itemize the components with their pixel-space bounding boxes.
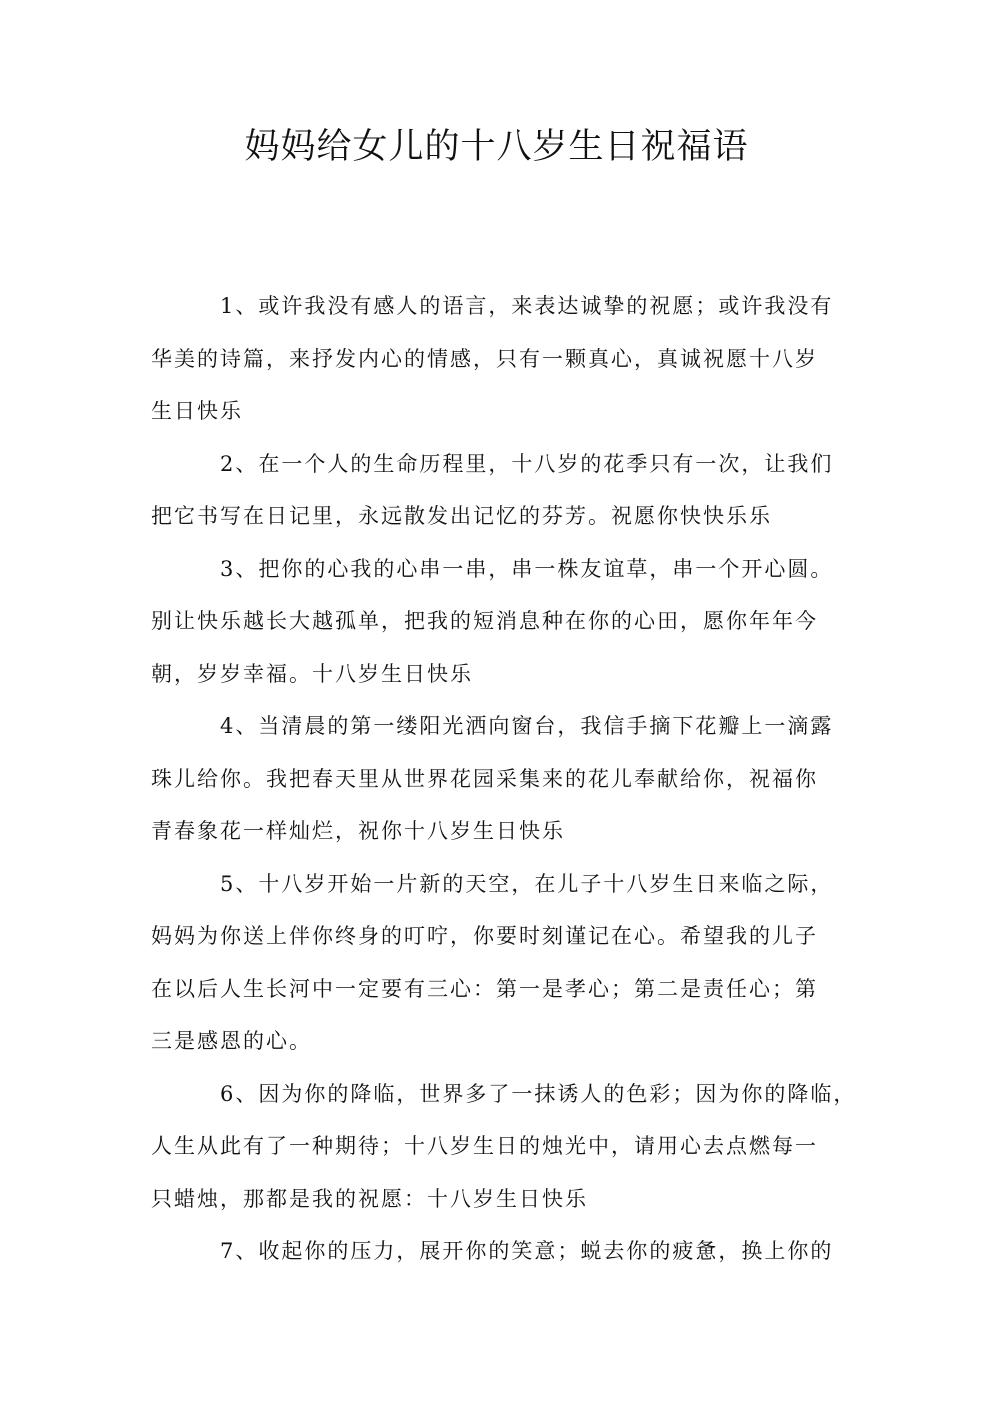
paragraph-4 [151, 700, 851, 858]
text-line: 在以后人生长河中一定要有三心：第一是孝心；第二是责任心；第 [151, 976, 818, 1001]
document-title: 妈妈给女儿的十八岁生日祝福语 [244, 127, 749, 167]
text-line: 2、在一个人的生命历程里，十八岁的花季只有一次，让我们 [220, 451, 834, 476]
paragraph-2 [151, 438, 851, 543]
text-line: 5、十八岁开始一片新的天空，在儿子十八岁生日来临之际， [220, 871, 834, 896]
text-line: 把它书写在日记里，永远散发出记忆的芬芳。祝愿你快快乐乐 [151, 504, 772, 528]
text-line: 珠儿给你。我把春天里从世界花园采集来的花儿奉献给你，祝福你 [151, 766, 818, 791]
text-line: 青春象花一样灿烂，祝你十八岁生日快乐 [151, 819, 565, 843]
paragraph-6 [151, 1068, 857, 1226]
text-line: 三是感恩的心。 [151, 1029, 312, 1053]
paragraph-7 [151, 1225, 851, 1278]
text-line: 妈妈为你送上伴你终身的叮咛，你要时刻谨记在心。希望我的儿子 [151, 924, 818, 948]
text-line: 3、把你的心我的心串一串，串一株友谊草，串一个开心圆。 [220, 556, 834, 581]
paragraph-3 [151, 543, 851, 701]
text-line: 只蜡烛，那都是我的祝愿：十八岁生日快乐 [151, 1186, 588, 1211]
paragraph-1 [151, 280, 851, 438]
document-body [151, 280, 857, 1278]
text-line: 4、当清晨的第一缕阳光洒向窗台，我信手摘下花瓣上一滴露 [220, 714, 834, 738]
text-line: 1、或许我没有感人的语言，来表达诚挚的祝愿；或许我没有 [220, 294, 834, 318]
paragraph-5 [151, 858, 851, 1068]
text-line: 朝，岁岁幸福。十八岁生日快乐 [151, 661, 473, 686]
text-line: 7、收起你的压力，展开你的笑意；蜕去你的疲惫，换上你的 [220, 1239, 834, 1263]
text-line: 华美的诗篇，来抒发内心的情感，只有一颗真心，真诚祝愿十八岁 [151, 346, 818, 371]
text-line: 6、因为你的降临，世界多了一抹诱人的色彩；因为你的降临， [220, 1081, 857, 1106]
text-line: 别让快乐越长大越孤单，把我的短消息种在你的心田，愿你年年今 [151, 609, 818, 633]
text-line: 人生从此有了一种期待；十八岁生日的烛光中，请用心去点燃每一 [151, 1134, 818, 1158]
text-line: 生日快乐 [151, 399, 243, 423]
